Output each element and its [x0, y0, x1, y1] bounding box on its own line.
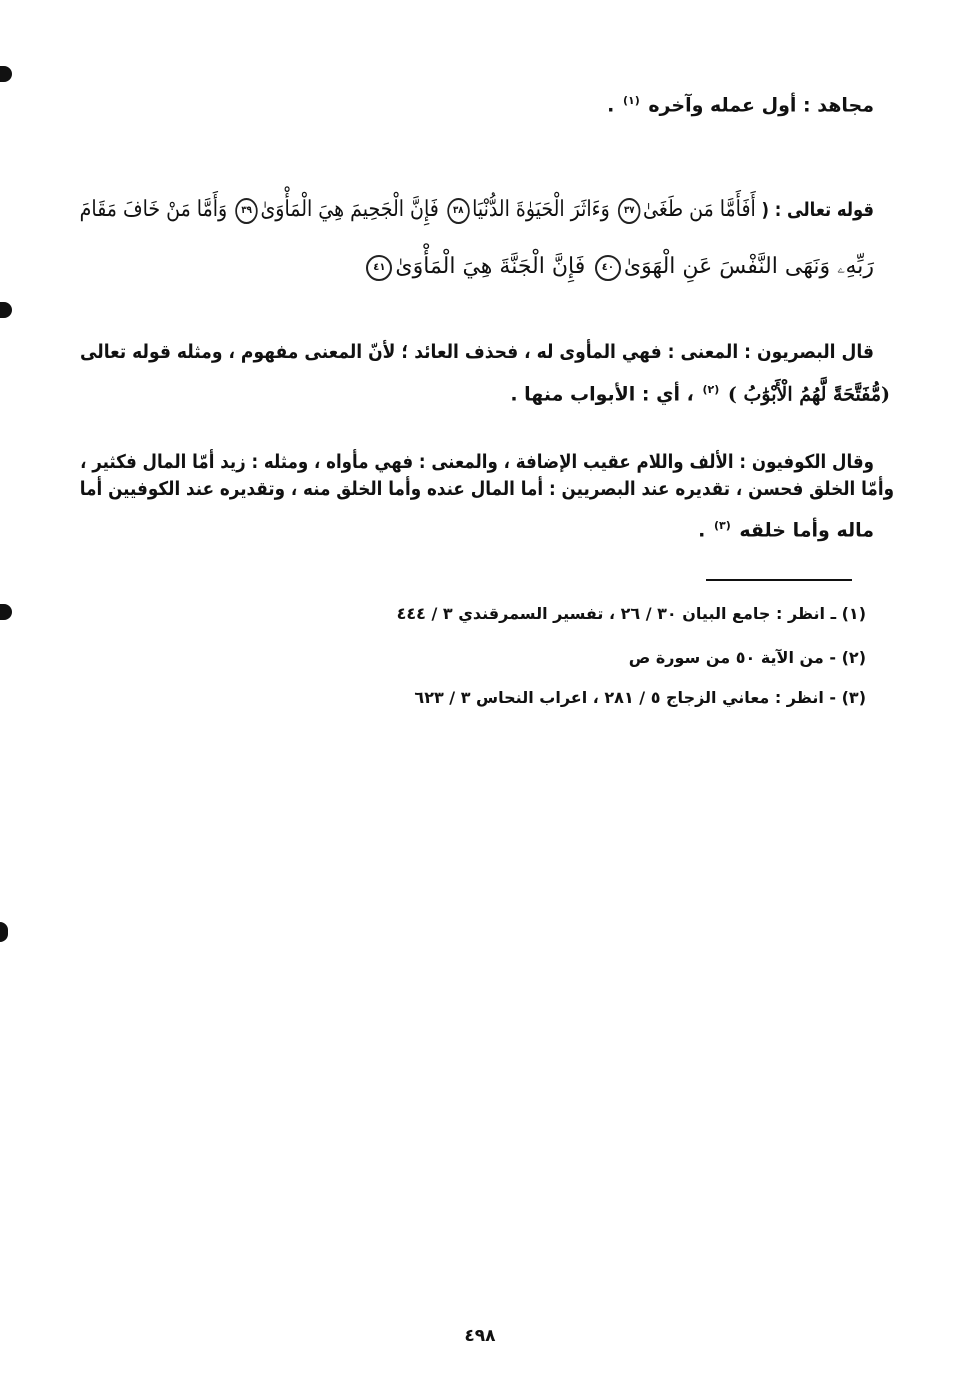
scan-edge-mark	[0, 604, 12, 620]
paragraph-1-line-2	[510, 383, 890, 405]
paragraph-2-line-1: وقال الكوفيون : الألف واللام عقيب الإضافة ، والمعنى : فهي مأواه ، ومثله : زيد أمّا المال فكثير ،	[80, 451, 874, 473]
ayah-number-marker: ٣٩	[235, 198, 257, 224]
ayah-number-marker: ٣٧	[618, 198, 640, 224]
footnote-separator	[706, 579, 852, 581]
scan-edge-mark	[0, 66, 12, 82]
page-number: ٤٩٨	[464, 1326, 496, 1346]
ayah-number-marker: ٤٠	[595, 255, 621, 281]
verse-text: وَءَاثَرَ الْحَيَوٰةَ الدُّنْيَا	[472, 197, 610, 222]
scan-edge-mark	[0, 922, 8, 942]
verse-text: وَأَمَّا مَنْ خَافَ مَقَامَ	[79, 197, 228, 222]
scan-edge-mark	[0, 302, 12, 318]
footnote-ref: (١)	[622, 94, 640, 107]
paragraph-1-line-1: قال البصريون : المعنى : فهي المأوى له ، فحذف العائد ؛ لأنّ المعنى مفهوم ، ومثله قوله تعالى	[79, 341, 874, 363]
ayah-number-marker: ٤١	[366, 255, 392, 281]
footnote-1: (١) ـ انظر : جامع البيان ٣٠ / ٢٦ ، تفسير السمرقندي ٣ / ٤٤٤	[396, 604, 866, 623]
verse-text: فَإِنَّ الْجَحِيمَ هِيَ الْمَأْوَىٰ	[260, 197, 439, 222]
verse-text: رَبِّهِۦ وَنَهَى النَّفْسَ عَنِ الْهَوَىٰ	[623, 254, 874, 279]
verse-text: فَإِنَّ الْجَنَّةَ هِيَ الْمَأْوَىٰ	[395, 254, 586, 279]
paragraph-1-line-2-rest: ، أي : الأبواب منها .	[510, 383, 694, 406]
header-line-end: .	[607, 94, 615, 117]
ayah-number-marker: ٣٨	[447, 198, 469, 224]
verse-intro: قوله تعالى : (	[761, 199, 874, 221]
paragraph-2-line-3	[698, 519, 874, 541]
verse-line-2	[363, 254, 874, 281]
quranic-quote: (مُّفَتَّحَةً لَّهُمُ الْأَبْوَٰبُ )	[727, 383, 890, 406]
paragraph-2-line-3-end: .	[698, 519, 706, 542]
footnote-ref: (٣)	[713, 519, 731, 532]
paragraph-2-line-2: وأمّا الخلق فحسن ، تقديره عند البصريين : أما المال عنده وأما الخلق منه ، وتقديره عند الكوفيين أما	[79, 478, 894, 500]
footnote-3: (٣) - انظر : معاني الزجاج ٥ / ٢٨١ ، اعراب النحاس ٣ / ٦٢٣	[414, 688, 866, 707]
footnote-2: (٢) - من الآية ٥٠ من سورة ص	[628, 648, 866, 667]
header-line	[607, 94, 874, 116]
paragraph-2-line-3-text: ماله وأما خلقه	[739, 519, 874, 542]
footnote-ref: (٢)	[702, 383, 720, 396]
header-line-text: مجاهد : أول عمله وآخره	[648, 94, 874, 117]
verse-line-1	[79, 197, 874, 224]
verse-text: أَفَأَمَّا مَن طَغَىٰ	[643, 197, 756, 222]
